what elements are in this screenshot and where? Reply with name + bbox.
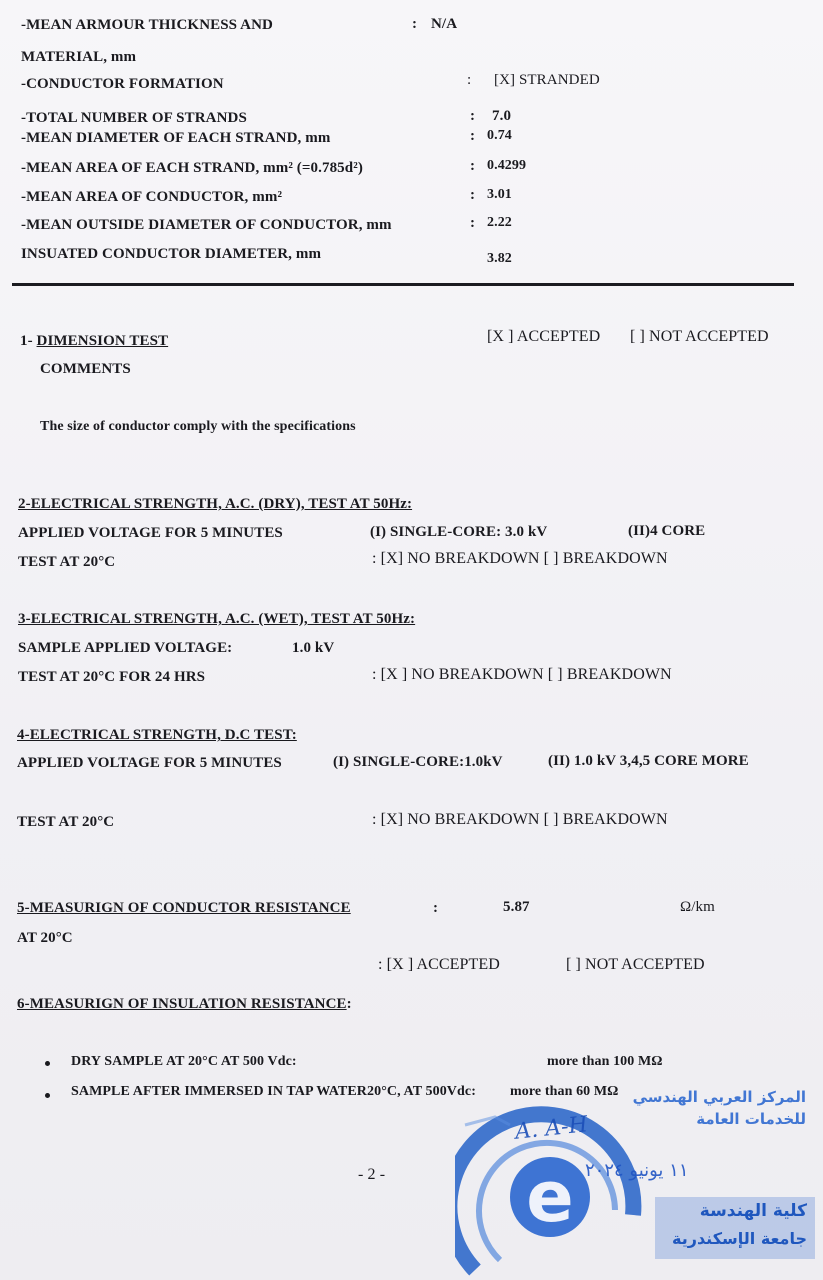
dry-sample-label: DRY SAMPLE AT 20°C AT 500 Vdc: (71, 1054, 297, 1069)
conductor-formation-colon: : (467, 72, 472, 88)
conductor-area-value: 3.01 (487, 187, 512, 202)
insulated-diameter-label: INSUATED CONDUCTOR DIAMETER, mm (21, 246, 322, 262)
dc-voltage-label: APPLIED VOLTAGE FOR 5 MINUTES (17, 755, 282, 771)
conductor-resistance-title: 5-MEASURIGN OF CONDUCTOR RESISTANCE (17, 900, 351, 916)
dc-result: : [X] NO BREAKDOWN [ ] BREAKDOWN (372, 811, 668, 828)
conductor-area-colon: : (470, 187, 476, 203)
insulation-resistance-title: 6-MEASURIGN OF INSULATION RESISTANCE (17, 996, 347, 1012)
ac-wet-test-temp: TEST AT 20°C FOR 24 HRS (18, 669, 206, 685)
conductor-resistance-unit: Ω/km (680, 899, 715, 915)
section-divider (12, 283, 794, 286)
ac-dry-four-core: (II)4 CORE (628, 523, 706, 539)
comments-label: COMMENTS (40, 361, 131, 377)
dc-multi-core: (II) 1.0 kV 3,4,5 CORE MORE (548, 753, 749, 769)
insulated-diameter-value: 3.82 (487, 251, 512, 266)
dc-test-temp: TEST AT 20°C (17, 814, 115, 830)
outside-diameter-value: 2.22 (487, 215, 512, 230)
faculty-stamp-line2: جامعة الإسكندرية (672, 1229, 807, 1248)
ac-dry-result: : [X] NO BREAKDOWN [ ] BREAKDOWN (372, 550, 668, 567)
wet-sample-value: more than 60 MΩ (510, 1084, 619, 1099)
strand-area-colon: : (470, 158, 476, 174)
conductor-formation-value: [X] STRANDED (494, 72, 600, 88)
page-number: - 2 - (358, 1166, 386, 1183)
dry-sample-value: more than 100 MΩ (547, 1054, 663, 1069)
armour-value: N/A (431, 16, 458, 32)
dimension-test-heading (20, 333, 168, 350)
ac-wet-title: 3-ELECTRICAL STRENGTH, A.C. (WET), TEST AT 50Hz: (18, 611, 416, 627)
ac-dry-test-temp: TEST AT 20°C (18, 554, 116, 570)
stamp-top-block (632, 1088, 810, 1140)
total-strands-label: -TOTAL NUMBER OF STRANDS (21, 110, 247, 126)
ac-wet-voltage-label: SAMPLE APPLIED VOLTAGE: (18, 640, 233, 656)
signature: A. A-H (513, 1112, 590, 1145)
dimension-test-title: DIMENSION TEST (36, 333, 169, 349)
strand-diameter-label: -MEAN DIAMETER OF EACH STRAND, mm (21, 130, 331, 146)
insulation-resistance-heading (17, 996, 352, 1013)
conductor-resistance-temp: AT 20°C (17, 930, 73, 946)
strand-area-value: 0.4299 (487, 158, 527, 173)
faculty-stamp (655, 1197, 815, 1259)
ac-dry-single-core: (I) SINGLE-CORE: 3.0 kV (370, 524, 548, 540)
wet-sample-label: SAMPLE AFTER IMMERSED IN TAP WATER20°C, AT 500Vdc: (71, 1084, 476, 1099)
total-strands-colon: : (470, 108, 476, 124)
ac-wet-result: : [X ] NO BREAKDOWN [ ] BREAKDOWN (372, 666, 672, 683)
dimension-accepted: [X ] ACCEPTED (487, 328, 601, 345)
conductor-formation-label: -CONDUCTOR FORMATION (21, 76, 224, 92)
faculty-stamp-line1: كلية الهندسة (699, 1201, 807, 1221)
outside-diameter-colon: : (470, 215, 476, 231)
conductor-area-label: -MEAN AREA OF CONDUCTOR, mm² (21, 189, 283, 205)
bullet-dot (45, 1061, 50, 1066)
ac-wet-voltage-value: 1.0 kV (292, 640, 335, 656)
outside-diameter-label: -MEAN OUTSIDE DIAMETER OF CONDUCTOR, mm (21, 217, 392, 233)
ac-dry-title: 2-ELECTRICAL STRENGTH, A.C. (DRY), TEST AT 50Hz: (18, 496, 413, 512)
dc-single-core: (I) SINGLE-CORE:1.0kV (333, 754, 503, 770)
svg-text:e: e (526, 1156, 574, 1238)
conductor-resistance-accepted: : [X ] ACCEPTED (378, 956, 500, 973)
dimension-test-number: 1- (20, 333, 37, 349)
conductor-resistance-value: 5.87 (503, 899, 530, 915)
armour-label-2: MATERIAL, mm (21, 49, 137, 65)
bullet-dot (45, 1093, 50, 1098)
dimension-not-accepted: [ ] NOT ACCEPTED (630, 328, 769, 345)
comment-text: The size of conductor comply with the specifications (40, 419, 356, 434)
ac-dry-voltage-label: APPLIED VOLTAGE FOR 5 MINUTES (18, 525, 283, 541)
conductor-resistance-colon: : (433, 900, 439, 916)
stamp-top-line2: للخدمات العامة (696, 1110, 806, 1128)
conductor-resistance-not-accepted: [ ] NOT ACCEPTED (566, 956, 705, 973)
stamp-top-line1: المركز العربي الهندسي (632, 1088, 806, 1106)
armour-label-1: -MEAN ARMOUR THICKNESS AND (21, 17, 273, 33)
total-strands-value: 7.0 (492, 108, 512, 124)
insulation-resistance-title-colon: : (346, 996, 352, 1012)
strand-diameter-colon: : (470, 128, 476, 144)
stamp-date: ١١ يونيو ٢٠٢٤ (585, 1160, 689, 1181)
strand-area-label: -MEAN AREA OF EACH STRAND, mm² (=0.785d²) (21, 160, 363, 176)
strand-diameter-value: 0.74 (487, 128, 512, 143)
armour-colon: : (412, 16, 418, 32)
dc-title: 4-ELECTRICAL STRENGTH, D.C TEST: (17, 727, 297, 743)
